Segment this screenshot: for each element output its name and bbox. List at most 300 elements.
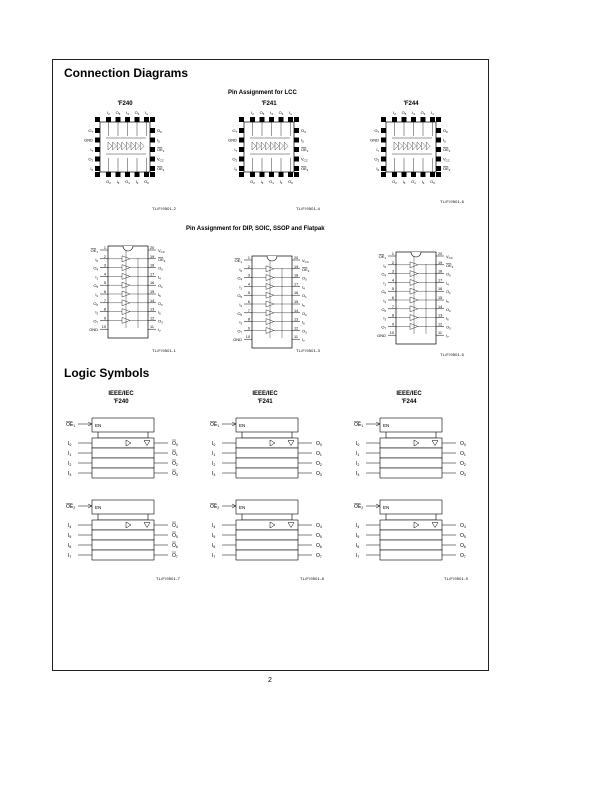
lcc-pad-left [239,128,244,133]
lcc-corner-pad [150,172,155,177]
dip-pin-label-left: $I_3$ [95,309,98,316]
dip-pin-label-left: $I_2$ [95,292,98,298]
dip-fig-2: TL/F/9501-3 [296,348,320,353]
dip-pin-label-right: $O_0$ [446,271,451,278]
dip-pin-number-right: 20 [294,256,299,260]
dip-pin-number-right: 19 [150,254,155,259]
dip-pin-label-left: $O_5$ [93,283,98,290]
lcc-pad-left [381,157,386,162]
lcc-pad-right [436,166,441,171]
lcc-pad-right [150,138,155,143]
dip-pin-label-right: $O_2$ [446,306,451,313]
lcc-pad-top [125,117,130,122]
lcc-pad-right [150,147,155,152]
lcc-pad-top [421,117,426,122]
top-block-output-label: $O_2$ [172,461,178,467]
dip-pin-label-left: $I_2$ [383,298,386,304]
dip-pin-number-right: 19 [438,260,443,265]
lcc-pad-left [239,166,244,171]
dip-pin-number-left: 3 [103,263,106,268]
dip-pin-label-right: $I_7$ [158,327,161,334]
top-block-en-label: EN [95,423,102,428]
dip-pin-label-left: $O_7$ [381,324,386,331]
dip-pin-number-left: 2 [391,260,394,265]
top-block-neck [242,432,292,438]
dip-pin-number-left: 10 [389,331,394,336]
lcc-corner-pad [95,117,100,122]
top-block-control [380,418,442,432]
lcc-pad-bottom [430,172,435,177]
dip-heading: Pin Assignment for DIP, SOIC, SSOP and Flatpak [186,226,325,232]
top-block-input-label: $I_3$ [68,471,72,477]
dip-fig-3: TL/F/9501-5 [440,352,464,357]
dip-pin-number-right: 19 [294,264,299,269]
bottom-block-row [92,520,154,530]
logic-title-f241: 'F241 [257,399,273,405]
top-block-enable-label: $OE_1$ [66,422,76,428]
page-number: 2 [268,677,272,684]
dip-pin-number-left: 6 [247,300,250,304]
lcc-left-label: $I_7$ [90,147,93,153]
lcc-left-label: $O_7$ [232,128,237,134]
dip-pin-number-right: 15 [150,290,155,294]
bottom-block-row [92,550,154,560]
top-block-control [236,418,298,432]
top-block-row [92,468,154,478]
bottom-block-row [236,550,298,560]
lcc-pad-left [95,138,100,143]
lcc-pad-left [381,166,386,171]
dip-pin-label-left: $I_3$ [383,315,386,322]
logic-symbol-2 [354,418,466,560]
lcc-pad-right [294,147,299,152]
lcc-top-label: $I_1$ [289,110,292,116]
lcc-top-label: $I_3$ [412,110,415,116]
lcc-left-label: $I_7$ [376,147,379,153]
bottom-block-row [380,550,442,560]
top-block-input-label: $I_0$ [68,441,72,447]
top-block-input-label: $I_1$ [68,451,72,457]
lcc-left-label: $I_6$ [90,166,93,172]
dip-pin-label-right: $I_5$ [158,292,161,298]
lcc-pad-left [381,138,386,143]
bottom-block-input-label: $I_7$ [356,553,360,559]
bottom-block-input-label: $I_4$ [68,523,72,529]
top-block-row [380,458,442,468]
bottom-block-enable-label: $OE_2$ [354,504,364,510]
dip-pin-label-left: $O_5$ [237,293,242,300]
lcc-top-label: $I_1$ [431,110,434,116]
lcc-bottom-label: $I_4$ [421,179,425,185]
dip-pin-label-right: $V_{CC}$ [302,258,309,264]
bottom-block-row [92,540,154,550]
lcc-right-label: $OE_1$ [301,147,309,153]
lcc-pad-right [150,157,155,162]
lcc-right-label: $OE_2$ [443,166,451,172]
lcc-fig-3: TL/F/9501-6 [440,199,464,204]
bottom-block-input-label: $I_6$ [356,543,360,549]
lcc-corner-pad [436,172,441,177]
lcc-pad-top [279,117,284,122]
dip-pin-number-left: 1 [247,256,250,260]
top-block-row [236,458,298,468]
dip-pin-number-right: 14 [294,308,299,313]
lcc-corner-pad [95,172,100,177]
bottom-block-output-label: $O_4$ [316,523,322,529]
dip-package-1 [233,256,310,348]
lcc-bottom-label: $I_4$ [135,179,139,185]
dip-pin-number-right: 16 [294,291,299,296]
lcc-pad-bottom [421,172,426,177]
dip-pin-number-right: 17 [438,278,443,283]
dip-pin-label-left: $I_1$ [239,284,242,291]
lcc-bottom-label: $O_1$ [269,179,274,185]
lcc-right-label: $O_4$ [301,128,306,134]
dip-pin-label-right: $I_4$ [302,284,305,291]
dip-pin-label-right: $O_1$ [446,289,451,296]
lcc-pad-left [95,166,100,171]
dip-pin-label-left: $O_4$ [381,271,386,278]
lcc-top-label: $O_4$ [278,110,284,116]
dip-pin-number-right: 13 [294,317,299,322]
lcc-package-0 [84,110,165,185]
dip-pin-number-right: 11 [438,331,442,336]
dip-pin-number-right: 20 [438,252,443,256]
dip-pin-label-left: $O_5$ [381,289,386,296]
dip-pin-number-left: 6 [103,290,106,294]
bottom-block-input-label: $I_4$ [212,523,216,529]
dip-pin-label-left: $I_3$ [239,319,242,326]
lcc-pad-right [150,166,155,171]
dip-pin-label-right: $I_4$ [158,274,161,281]
lcc-pad-right [436,128,441,133]
top-block-output-label: $O_0$ [460,441,466,447]
lcc-pad-left [381,147,386,152]
dip-pin-label-right: $OE_2$ [446,262,454,269]
lcc-pad-bottom [288,172,293,177]
top-block-row [236,448,298,458]
lcc-right-label: $OE_1$ [157,147,165,153]
lcc-pad-bottom [144,172,149,177]
lcc-right-label: $I_0$ [301,137,304,144]
top-block-row [92,448,154,458]
dip-pin-number-right: 11 [150,325,154,330]
lcc-pad-bottom [260,172,265,177]
lcc-corner-pad [239,172,244,177]
dip-pin-number-left: 9 [247,326,250,331]
top-block-row [236,468,298,478]
dip-pin-label-right: $I_6$ [158,309,161,316]
lcc-right-label: $OE_2$ [157,166,165,172]
lcc-left-label: $O_7$ [374,128,379,134]
dip-pin-number-left: 5 [103,281,106,286]
bottom-block-enable-label: $OE_2$ [210,504,220,510]
lcc-top-label: $O_4$ [420,110,426,116]
dip-pin-label-left: $I_0$ [383,262,386,269]
top-block-output-label: $O_0$ [316,441,322,447]
dip-pin-label-left: $I_0$ [239,266,242,273]
dip-pin-number-right: 12 [150,316,155,321]
top-block-input-label: $I_3$ [212,471,216,477]
bottom-block-row [380,530,442,540]
lcc-right-label: $O_6$ [443,128,448,134]
bottom-block-output-label: $O_5$ [460,533,466,539]
bottom-block-output-label: $O_6$ [316,543,322,549]
top-block-output-label: $O_1$ [172,451,178,457]
top-block-input-label: $I_2$ [212,461,216,467]
lcc-bottom-label: $O_1$ [411,179,416,185]
bottom-block-row [380,540,442,550]
dip-pin-label-right: $I_4$ [446,280,449,287]
lcc-top-label: $I_2$ [107,110,110,116]
lcc-right-label: $V_{CC}$ [301,156,308,163]
top-block-output-label: $O_1$ [460,451,466,457]
lcc-pad-top [411,117,416,122]
dip-pin-number-left: 2 [247,264,250,269]
lcc-pad-bottom [269,172,274,177]
dip-pin-number-left: 1 [391,252,394,256]
top-block-input-label: $I_2$ [68,461,72,467]
bottom-block-row [236,540,298,550]
lcc-left-label: $I_6$ [234,166,237,172]
lcc-bottom-label: $O_0$ [288,179,293,185]
dip-pin-label-left: $O_7$ [93,318,98,325]
bottom-block-input-label: $I_6$ [212,543,216,549]
top-block-enable-label: $OE_1$ [354,422,364,428]
bottom-block-row [92,530,154,540]
lcc-left-label: GND [370,137,379,143]
dip-pin-number-left: 6 [391,296,394,300]
lcc-pad-top [106,117,111,122]
lcc-bottom-label: $O_0$ [144,179,149,185]
dip-pin-label-right: $O_0$ [158,265,163,272]
lcc-pad-left [95,147,100,152]
bottom-block-input-label: $I_7$ [68,553,72,559]
dip-pin-number-left: 4 [391,278,394,283]
lcc-pad-bottom [125,172,130,177]
lcc-bottom-label: $O_0$ [430,179,435,185]
dip-pin-label-right: $I_5$ [302,302,305,308]
dip-pin-number-left: 7 [391,304,394,309]
lcc-bottom-label: $I_4$ [279,179,283,185]
lcc-left-label: $O_7$ [88,128,93,134]
dip-pin-label-right: $I_7$ [446,333,449,340]
lcc-pad-right [150,128,155,133]
bottom-block-en-label: EN [383,505,390,510]
dip-pin-number-left: 3 [247,273,250,278]
lcc-fig-2: TL/F/9501-4 [296,206,320,211]
top-block-input-label: $I_2$ [356,461,360,467]
lcc-heading: Pin Assignment for LCC [228,90,297,96]
lcc-corner-pad [381,172,386,177]
logic-ieee-3: IEEE/IEC [396,391,422,397]
dip-pin-number-right: 12 [438,322,443,327]
bottom-block-output-label: $O_5$ [172,533,178,539]
bottom-block-output-label: $O_7$ [172,553,178,559]
dip-pin-label-left: $OE_1$ [234,258,242,264]
dip-pin-label-left: GND [89,327,98,333]
dip-pin-label-right: $V_{CC}$ [158,248,165,254]
lcc-left-label: $O_3$ [232,156,237,163]
lcc-pad-bottom [411,172,416,177]
top-block-row [380,468,442,478]
lcc-right-label: $OE_1$ [443,147,451,153]
top-block-output-label: $O_3$ [316,471,322,477]
bottom-block-control [92,500,154,514]
top-block-en-label: EN [239,423,246,428]
lcc-pad-right [294,157,299,162]
lcc-pad-top [116,117,121,122]
lcc-top-label: $I_2$ [393,110,396,116]
bottom-block-en-label: EN [95,505,102,510]
logic-ieee-2: IEEE/IEC [252,391,278,397]
lcc-pad-top [260,117,265,122]
top-block-neck [98,432,148,438]
dip-pin-label-right: $O_0$ [302,275,307,282]
logic-fig-1: TL/F/9501-7 [156,576,180,581]
lcc-left-label: $I_7$ [234,147,237,153]
dip-pin-number-right: 17 [150,272,155,277]
dip-pin-label-right: $O_1$ [158,283,163,290]
top-block-control [92,418,154,432]
dip-pin-number-left: 8 [247,317,250,322]
lcc-fig-1: TL/F/9501-2 [152,206,176,211]
dip-pin-label-left: $O_6$ [237,310,242,317]
bottom-block-input-label: $I_6$ [68,543,72,549]
dip-pin-number-left: 5 [247,291,250,296]
dip-pin-number-left: 4 [103,272,106,277]
top-block-output-label: $O_1$ [316,451,322,457]
lcc-pad-left [95,128,100,133]
lcc-pad-left [381,128,386,133]
top-block-input-label: $I_1$ [212,451,216,457]
top-block-input-label: $I_0$ [356,441,360,447]
dip-pin-label-left: $O_4$ [93,265,98,272]
connection-diagrams-heading: Connection Diagrams [64,66,189,80]
dip-pin-number-left: 4 [247,282,250,287]
top-block-row [236,438,298,448]
lcc-pad-top [144,117,149,122]
bottom-block-output-label: $O_7$ [316,553,322,559]
dip-fig-1: TL/F/9501-1 [152,348,176,353]
lcc-pad-bottom [116,172,121,177]
dip-pin-number-left: 8 [391,313,394,318]
lcc-top-label: $I_2$ [251,110,254,116]
dip-pin-label-left: $O_6$ [93,300,98,307]
dip-pin-number-right: 16 [150,281,155,286]
lcc-pad-bottom [106,172,111,177]
dip-pin-number-left: 9 [391,322,394,327]
top-block-neck [386,432,436,438]
top-block-output-label: $O_2$ [460,461,466,467]
lcc-left-label: $O_3$ [88,156,93,163]
lcc-pad-right [294,138,299,143]
top-block-enable-label: $OE_1$ [210,422,220,428]
lcc-right-label: $OE_2$ [301,166,309,172]
top-block-en-label: EN [383,423,390,428]
lcc-right-label: $I_0$ [157,137,160,144]
dip-pin-number-right: 13 [438,313,443,318]
lcc-pad-right [294,128,299,133]
lcc-pad-bottom [279,172,284,177]
dip-pin-number-left: 7 [247,308,250,313]
lcc-pad-bottom [135,172,140,177]
bottom-block-output-label: $O_5$ [316,533,322,539]
dip-package-0 [89,246,166,338]
bottom-block-output-label: $O_4$ [460,523,466,529]
top-block-input-label: $I_3$ [356,471,360,477]
dip-pin-label-right: $O_3$ [446,324,451,331]
dip-pin-label-right: $OE_2$ [302,266,310,273]
lcc-left-label: GND [228,137,237,143]
top-block-input-label: $I_1$ [356,451,360,457]
lcc-right-label: $V_{CC}$ [443,156,450,163]
top-block-row [380,448,442,458]
bottom-block-output-label: $O_4$ [172,523,178,529]
lcc-pad-right [436,147,441,152]
dip-body [108,246,148,338]
logic-symbol-0 [66,418,178,560]
dip-pin-label-left: $O_7$ [237,328,242,335]
lcc-right-label: $I_0$ [443,137,446,144]
lcc-pad-left [95,157,100,162]
bottom-block-row [236,530,298,540]
lcc-pad-top [269,117,274,122]
lcc-bottom-label: $O_1$ [125,179,130,185]
dip-pin-number-left: 8 [103,307,106,312]
dip-pin-label-right: $V_{CC}$ [446,254,453,260]
bottom-block-output-label: $O_6$ [172,543,178,549]
dip-pin-label-left: $OE_1$ [378,254,386,260]
bottom-block-input-label: $I_5$ [212,533,216,539]
dip-pin-label-left: $I_0$ [95,256,98,263]
bottom-block-control [380,500,442,514]
dip-pin-number-left: 7 [103,298,106,303]
top-block-input-label: $I_0$ [212,441,216,447]
lcc-corner-pad [239,117,244,122]
dip-pin-label-left: $OE_1$ [90,248,98,254]
bottom-block-output-label: $O_7$ [460,553,466,559]
lcc-top-label: $O_5$ [259,110,265,116]
dip-pin-number-right: 17 [294,282,299,287]
lcc-pad-right [436,138,441,143]
lcc-title-f241: 'F241 [261,101,277,107]
dip-pin-label-right: $I_5$ [446,298,449,304]
logic-symbols-heading: Logic Symbols [64,366,150,380]
lcc-bottom-label: $O_2$ [392,179,397,185]
dip-pin-number-right: 13 [150,307,155,312]
bottom-block-input-label: $I_5$ [68,533,72,539]
lcc-bottom-label: $I_5$ [116,179,120,185]
lcc-bottom-label: $I_5$ [260,179,264,185]
lcc-pad-top [250,117,255,122]
logic-fig-2: TL/F/9501-8 [300,576,324,581]
lcc-corner-pad [294,172,299,177]
lcc-top-label: $I_3$ [270,110,273,116]
lcc-right-label: $V_{CC}$ [157,156,164,163]
dip-pin-number-right: 18 [294,273,299,278]
lcc-bottom-label: $I_5$ [402,179,406,185]
lcc-top-label: $I_3$ [126,110,129,116]
lcc-pad-top [288,117,293,122]
dip-pin-number-right: 12 [294,326,299,331]
dip-pin-label-left: $I_2$ [239,302,242,308]
lcc-title-f244: 'F244 [403,101,419,107]
dip-pin-number-right: 18 [438,269,443,274]
bottom-block-control [236,500,298,514]
dip-package-2 [377,252,454,344]
top-block-output-label: $O_2$ [316,461,322,467]
